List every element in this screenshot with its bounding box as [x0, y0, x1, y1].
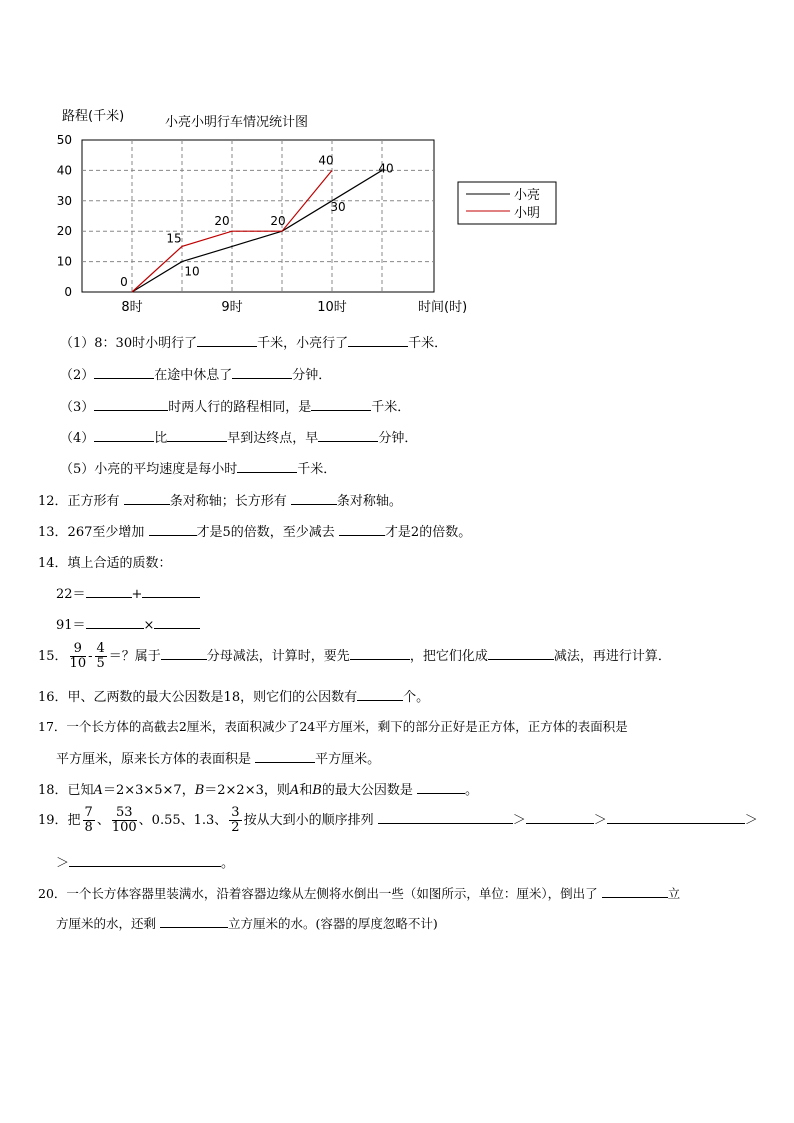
chart-ylabel: 路程(千米) [62, 109, 125, 124]
blank[interactable] [602, 885, 668, 898]
data-label: 30 [330, 199, 346, 214]
blank[interactable] [86, 585, 132, 598]
blank[interactable] [291, 492, 337, 505]
blank[interactable] [161, 647, 207, 660]
q15: 15． $\frac{9}{10}$ - $\frac{4}{5}$ ＝？属于 分母减法，计算时，要先 ，把它们化成 减法，再进行计算． [38, 641, 671, 671]
data-label: 40 [318, 153, 334, 168]
data-labels [120, 153, 393, 289]
y-tick-label: 40 [56, 163, 72, 178]
q11-2: （2） 在途中休息了 分钟． [60, 368, 332, 383]
q20-line1: 20．一个长方体容器里装满水，沿着容器边缘从左侧将水倒出一些（如图所示，单位：厘米），倒出了 立 [38, 886, 681, 901]
blank[interactable] [607, 811, 745, 824]
blank[interactable] [167, 429, 227, 442]
y-ticks [57, 133, 72, 299]
q20-line2: 方厘米的水，还剩 立方厘米的水。(容器的厚度忽略不计) [56, 916, 438, 931]
blank[interactable] [86, 616, 144, 629]
q17-line1: 17．一个长方体的高截去2厘米，表面积减少了24平方厘米，剩下的部分正好是正方体，正方体的表面积是 [38, 719, 628, 734]
data-label: 20 [214, 214, 230, 229]
x-tick-label: 10时 [317, 300, 347, 315]
q14-title: 14．填上合适的质数： [38, 556, 172, 571]
chart-title: 小亮小明行车情况统计图 [165, 115, 309, 130]
blank[interactable] [348, 334, 408, 347]
x-tick-label: 9时 [221, 300, 243, 315]
q11-4: （4） 比 早到达终点，早 分钟． [60, 431, 418, 446]
y-tick-label: 10 [56, 254, 72, 269]
y-tick-label: 50 [56, 133, 72, 147]
blank[interactable] [94, 398, 168, 411]
blank[interactable] [124, 492, 170, 505]
legend-label-xiaoliang: 小亮 [514, 188, 541, 203]
chart-xlabel: 时间(时) [418, 300, 468, 315]
blank[interactable] [255, 750, 315, 763]
chart-legend [458, 182, 556, 224]
blank[interactable] [417, 781, 465, 794]
blank[interactable] [339, 523, 385, 536]
data-label: 10 [184, 264, 200, 279]
blank[interactable] [142, 585, 200, 598]
blank[interactable] [197, 334, 257, 347]
q13: 13．267至少增加 才是5的倍数，至少减去 才是2的倍数。 [38, 525, 472, 540]
q11-5: （5）小亮的平均速度是每小时 千米． [60, 462, 337, 477]
fraction: $\frac{4}{5}$ [96, 641, 105, 671]
blank[interactable] [154, 616, 200, 629]
q19-line1: 19．把 $\frac{7}{8}$ 、 $\frac{53}{100}$ 、0.55、1.3、 $\frac{3}{2}$ 按从大到小的顺序排列 ＞ ＞ ＞ [38, 805, 758, 835]
q18: 18．已知A＝2×3×5×7，B＝2×2×3，则A和B的最大公因数是 。 [38, 783, 479, 798]
blank[interactable] [378, 811, 513, 824]
q19-line2: ＞ 。 [56, 856, 235, 871]
y-tick-label: 0 [64, 285, 72, 299]
blank[interactable] [232, 366, 292, 379]
q14-line1: 22＝ + [56, 583, 200, 602]
q17-line2: 平方厘米，原来长方体的表面积是 平方厘米。 [56, 752, 381, 767]
fraction: $\frac{53}{100}$ [111, 805, 137, 835]
q14-line2: 91＝ × [56, 614, 200, 633]
fraction: $\frac{3}{2}$ [231, 805, 240, 835]
blank[interactable] [357, 688, 403, 701]
blank[interactable] [149, 523, 197, 536]
blank[interactable] [526, 811, 594, 824]
fraction: $\frac{9}{10}$ [69, 641, 87, 671]
blank[interactable] [237, 460, 297, 473]
q11-1: （1）8：30时小明行了 千米，小亮行了 千米． [60, 336, 448, 351]
blank[interactable] [69, 854, 221, 867]
fraction: $\frac{7}{8}$ [84, 805, 93, 835]
data-label: 15 [166, 231, 182, 246]
blank[interactable] [318, 429, 378, 442]
q16: 16．甲、乙两数的最大公因数是18，则它们的公因数有 个。 [38, 690, 430, 705]
blank[interactable] [160, 915, 228, 928]
data-label: 0 [120, 275, 128, 289]
x-tick-label: 8时 [121, 300, 143, 315]
blank[interactable] [94, 429, 154, 442]
x-ticks [121, 300, 346, 315]
data-label: 40 [378, 161, 394, 176]
q11-3: （3） 时两人行的路程相同，是 千米． [60, 400, 411, 415]
blank[interactable] [350, 647, 410, 660]
line-chart [50, 100, 570, 320]
blank[interactable] [311, 398, 371, 411]
data-label: 20 [270, 214, 286, 229]
y-tick-label: 30 [56, 193, 72, 208]
y-tick-label: 20 [56, 224, 72, 239]
q12: 12．正方形有 条对称轴；长方形有 条对称轴。 [38, 494, 402, 509]
blank[interactable] [94, 366, 154, 379]
blank[interactable] [488, 647, 554, 660]
legend-label-xiaoming: 小明 [514, 206, 541, 221]
